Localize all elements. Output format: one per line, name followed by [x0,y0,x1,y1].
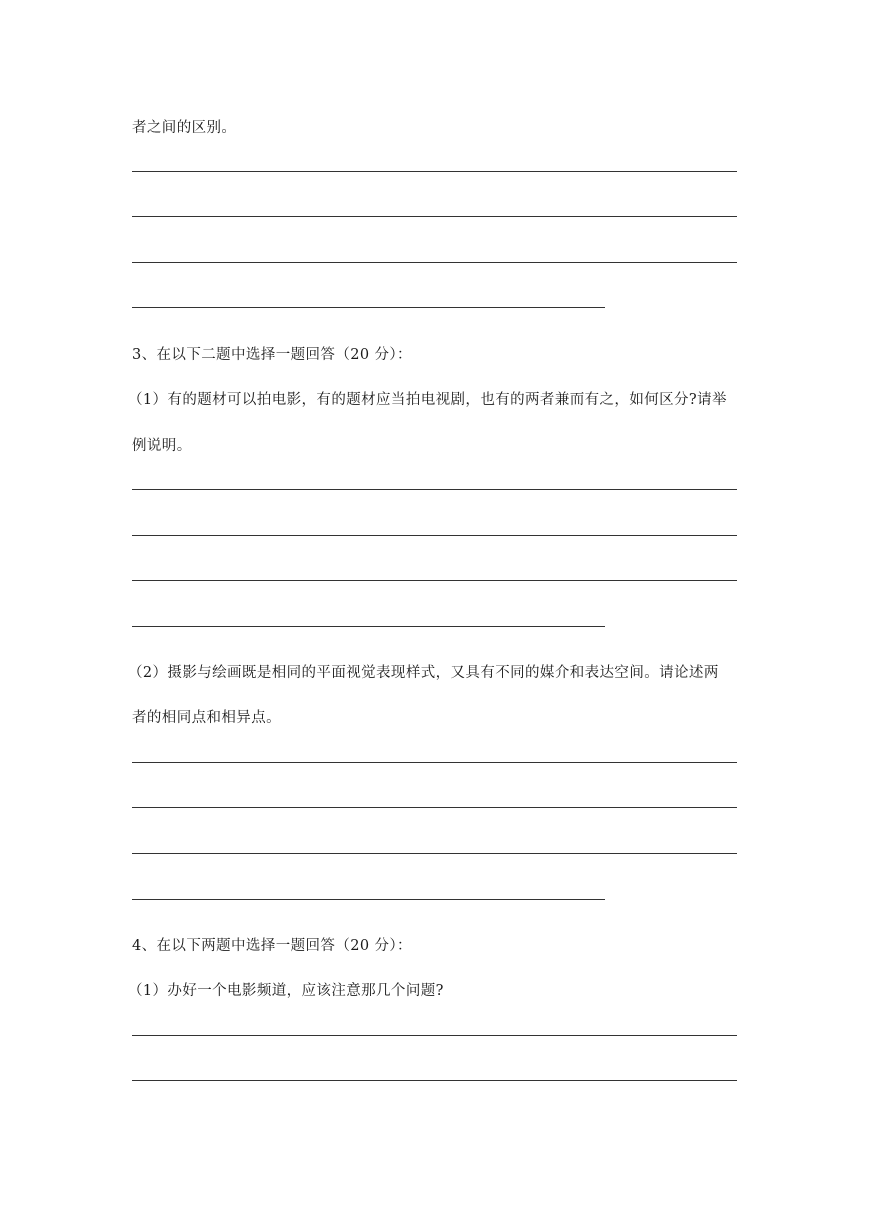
answer-line[interactable] [132,1080,737,1081]
answer-line[interactable] [132,1035,737,1036]
answer-line[interactable] [132,807,737,808]
question-3-option-1-text-cont: 例说明。 [132,438,192,454]
question-3-option-1-text: （1）有的题材可以拍电影，有的题材应当拍电视剧，也有的两者兼而有之，如何区分?请举 [128,392,727,408]
question-continuation-text: 者之间的区别。 [132,120,237,136]
answer-line[interactable] [132,535,737,536]
answer-line[interactable] [132,853,737,854]
answer-line[interactable] [132,307,605,308]
question-3-option-2-text-cont: 者的相同点和相异点。 [132,710,281,726]
answer-line[interactable] [132,216,737,217]
question-3-heading: 3、在以下二题中选择一题回答（20 分）： [132,347,412,363]
question-3-option-2-text: （2）摄影与绘画既是相同的平面视觉表现样式，又具有不同的媒介和表达空间。请论述两 [128,665,719,681]
answer-line[interactable] [132,626,605,627]
answer-line[interactable] [132,262,737,263]
answer-line[interactable] [132,489,737,490]
question-4-option-1-text: （1）办好一个电影频道，应该注意那几个问题? [128,983,444,999]
answer-line[interactable] [132,580,737,581]
question-4-heading: 4、在以下两题中选择一题回答（20 分）： [132,938,412,954]
answer-line[interactable] [132,899,605,900]
answer-line[interactable] [132,762,737,763]
answer-line[interactable] [132,171,737,172]
